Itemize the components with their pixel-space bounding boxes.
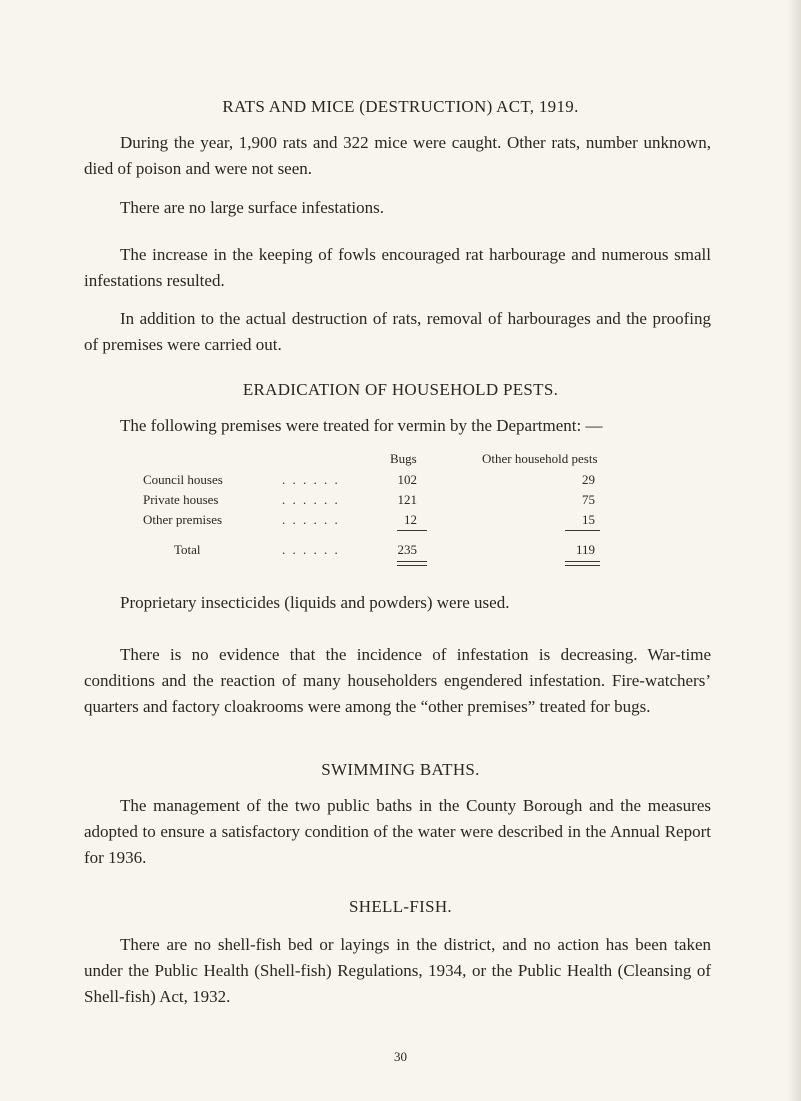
- row-other-value: 75: [582, 492, 595, 507]
- paragraph-insecticides: Proprietary insecticides (liquids and powders) were used.: [120, 593, 510, 612]
- heading-rats-mice: RATS AND MICE (DESTRUCTION) ACT, 1919.: [222, 97, 579, 116]
- heading-swimming-baths: SWIMMING BATHS.: [321, 760, 480, 779]
- row-label: Other premises: [143, 512, 223, 527]
- total-bugs-value: 235: [397, 542, 417, 557]
- dot-leader: . . . . . .: [282, 472, 340, 487]
- total-other-value: 119: [575, 542, 595, 557]
- paragraph-infestation-evidence: There is no evidence that the incidence of infestation is decreasing. War-time conditions and the reaction of many householders engendered infestation. Fire-watchers’ quarters and factory cloakrooms were among the “other premises” treated for bugs.: [84, 645, 711, 716]
- dot-leader: . . . . . .: [282, 542, 340, 557]
- paragraph-fowls: The increase in the keeping of fowls encouraged rat harbourage and numerous small infestations resulted.: [84, 245, 711, 290]
- row-other-value: 29: [582, 472, 595, 487]
- heading-household-pests: ERADICATION OF HOUSEHOLD PESTS.: [242, 380, 559, 399]
- total-double-rule-bugs: [397, 561, 427, 566]
- paragraph-swimming-baths: The management of the two public baths in the County Borough and the measures adopted to ensure a satisfactory condition of the water were described in the Annual Report for 1936.: [84, 796, 711, 867]
- total-label: Total: [174, 542, 201, 557]
- subtotal-rule-bugs: [397, 530, 427, 531]
- heading-shell-fish: SHELL-FISH.: [349, 897, 452, 916]
- column-header-other-pests: Other household pests: [482, 451, 598, 466]
- row-label: Council houses: [143, 472, 223, 487]
- page-number: 30: [394, 1049, 407, 1064]
- subtotal-rule-other: [565, 530, 600, 531]
- dot-leader: . . . . . .: [282, 492, 340, 507]
- row-label: Private houses: [143, 492, 219, 507]
- paragraph-no-infestations: There are no large surface infestations.: [120, 198, 385, 217]
- row-other-value: 15: [582, 512, 595, 527]
- row-bugs-value: 12: [404, 512, 417, 527]
- paragraph-table-intro: The following premises were treated for vermin by the Department: —: [120, 416, 603, 435]
- dot-leader: . . . . . .: [282, 512, 340, 527]
- total-double-rule-other: [565, 561, 600, 566]
- row-bugs-value: 102: [397, 472, 417, 487]
- page-edge-shadow: [787, 0, 801, 1101]
- column-header-bugs: Bugs: [390, 451, 417, 466]
- paragraph-rats-caught: During the year, 1,900 rats and 322 mice were caught. Other rats, number unknown, died of poison and were not seen.: [84, 133, 711, 178]
- paragraph-shell-fish: There are no shell-fish bed or layings in the district, and no action has been taken under the Public Health (Shell-fish) Regulations, 1934, or the Public Health (Cleansing of Shell-fish) Act, 1932.: [84, 935, 711, 1006]
- paragraph-proofing: In addition to the actual destruction of rats, removal of harbourages and the proofing of premises were carried out.: [84, 309, 711, 354]
- row-bugs-value: 121: [397, 492, 417, 507]
